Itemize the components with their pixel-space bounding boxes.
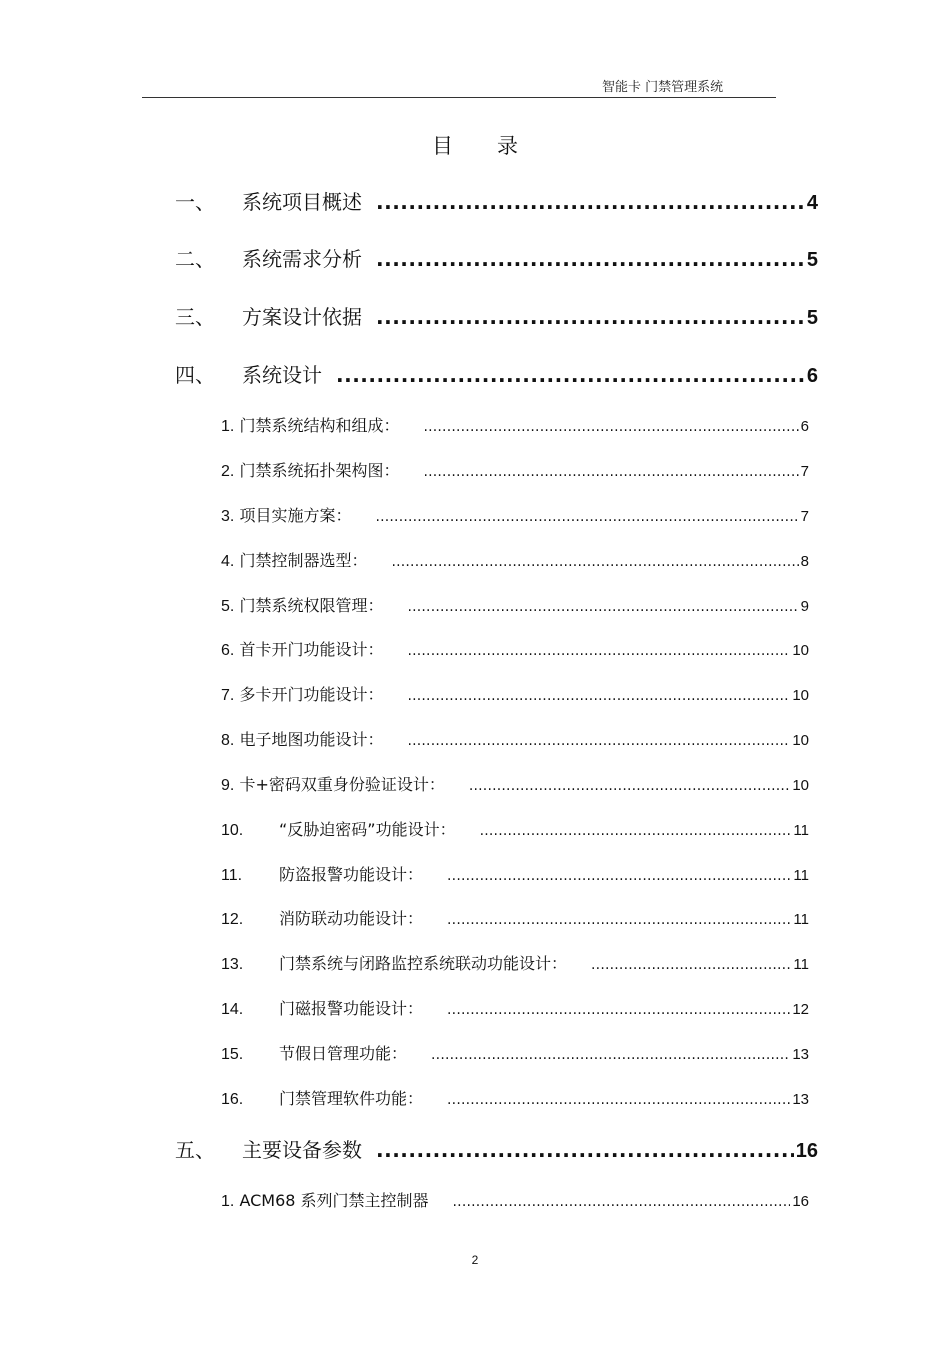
dot-leader	[447, 868, 791, 884]
toc-entry-label: 消防联动功能设计：	[279, 909, 424, 928]
toc-entry-section-4-2[interactable]	[221, 458, 809, 481]
toc-entry-label: 多卡开门功能设计：	[239, 685, 384, 704]
toc-entry-page: 10	[792, 642, 809, 659]
toc-entry-page: 11	[793, 867, 809, 884]
dot-leader	[591, 957, 791, 973]
toc-entry-number: 四、	[175, 363, 215, 387]
toc-entry-page: 12	[792, 1001, 809, 1018]
dot-leader	[469, 778, 790, 794]
toc-entry-number: 11.	[221, 867, 243, 884]
toc-entry-page: 13	[792, 1046, 809, 1063]
toc-entry-page: 5	[806, 307, 818, 329]
toc-entry-page: 8	[800, 553, 809, 570]
toc-entry-number: 二、	[175, 247, 215, 271]
toc-entry-number: 16.	[221, 1091, 244, 1108]
toc-entry-page: 5	[806, 249, 818, 271]
dot-leader	[391, 554, 798, 570]
toc-entry-label: ACM68 系列门禁主控制器	[239, 1191, 429, 1210]
toc-entry-number: 1.	[221, 1193, 235, 1210]
dot-leader	[407, 643, 790, 659]
toc-entry-label: 卡+密码双重身份验证设计：	[239, 775, 445, 794]
toc-entry-label: 门禁控制器选型：	[239, 551, 368, 570]
toc-entry-label: “反胁迫密码”功能设计：	[279, 820, 456, 839]
toc-entry-label: 门禁系统权限管理：	[239, 596, 384, 615]
toc-entry-page: 10	[792, 777, 809, 794]
toc-entry-label: 主要设备参数	[242, 1138, 362, 1162]
toc-entry-page: 16	[795, 1140, 818, 1162]
toc-entry-page: 9	[800, 598, 809, 615]
toc-entry-number: 10.	[221, 822, 244, 839]
toc-entry-section-4-4[interactable]	[221, 548, 809, 571]
page-number: 2	[471, 1253, 479, 1267]
dot-leader	[423, 464, 798, 480]
toc-entry-number: 5.	[221, 598, 235, 615]
toc-entry-section-4-7[interactable]	[221, 682, 809, 705]
dot-leader	[336, 363, 805, 387]
toc-entry-page: 13	[792, 1091, 809, 1108]
toc-entry-number: 3.	[221, 508, 235, 525]
dot-leader	[376, 247, 805, 271]
toc-entry-number: 1.	[221, 418, 235, 435]
dot-leader	[431, 1047, 790, 1063]
dot-leader	[447, 1092, 790, 1108]
toc-entry-number: 2.	[221, 463, 235, 480]
toc-entry-label: 方案设计依据	[242, 305, 362, 329]
dot-leader	[375, 509, 798, 525]
header-rule	[142, 97, 776, 98]
toc-entry-section-4-8[interactable]	[221, 727, 809, 750]
running-header: 智能卡 门禁管理系统	[602, 80, 724, 95]
toc-entry-section-4-10[interactable]	[221, 817, 809, 840]
dot-leader	[376, 305, 805, 329]
toc-entry-chapter-4[interactable]	[175, 359, 818, 388]
toc-entry-number: 14.	[221, 1001, 244, 1018]
toc-entry-number: 6.	[221, 642, 235, 659]
dot-leader	[423, 419, 798, 435]
toc-entry-page: 10	[792, 687, 809, 704]
toc-entry-number: 7.	[221, 687, 235, 704]
toc-entry-label: 门禁系统结构和组成：	[239, 416, 400, 435]
dot-leader	[480, 823, 792, 839]
toc-entry-number: 12.	[221, 911, 244, 928]
toc-entry-page: 11	[793, 911, 809, 928]
toc-entry-page: 7	[800, 508, 809, 525]
toc-entry-number: 4.	[221, 553, 235, 570]
toc-entry-page: 11	[793, 822, 809, 839]
toc-entry-label: 防盗报警功能设计：	[279, 865, 424, 884]
toc-entry-label: 系统设计	[242, 363, 322, 387]
toc-entry-number: 一、	[175, 190, 215, 214]
toc-entry-section-4-3[interactable]	[221, 503, 809, 526]
dot-leader	[447, 1002, 790, 1018]
toc-entry-label: 系统需求分析	[242, 247, 362, 271]
dot-leader	[407, 688, 790, 704]
toc-entry-number: 15.	[221, 1046, 244, 1063]
toc-entry-page: 4	[806, 192, 818, 214]
toc-entry-chapter-2[interactable]	[175, 243, 818, 272]
toc-entry-label: 首卡开门功能设计：	[239, 640, 384, 659]
toc-entry-section-4-5[interactable]	[221, 593, 809, 616]
dot-leader	[376, 190, 805, 214]
dot-leader	[453, 1194, 791, 1210]
toc-entry-number: 8.	[221, 732, 235, 749]
toc-entry-section-4-11[interactable]	[221, 862, 809, 885]
toc-entry-section-4-15[interactable]	[221, 1041, 809, 1064]
toc-entry-section-4-16[interactable]	[221, 1086, 809, 1109]
toc-entry-label: 节假日管理功能：	[279, 1044, 408, 1063]
toc-entry-page: 11	[793, 956, 809, 973]
toc-entry-label: 电子地图功能设计：	[239, 730, 384, 749]
toc-entry-section-4-12[interactable]	[221, 906, 809, 929]
toc-entry-number: 13.	[221, 956, 244, 973]
toc-entry-section-4-14[interactable]	[221, 996, 809, 1019]
toc-entry-label: 门禁系统拓扑架构图：	[239, 461, 400, 480]
toc-entry-label: 门磁报警功能设计：	[279, 999, 424, 1018]
toc-entry-page: 10	[792, 732, 809, 749]
dot-leader	[407, 733, 790, 749]
toc-entry-label: 系统项目概述	[242, 190, 362, 214]
toc-entry-page: 6	[806, 365, 818, 387]
toc-entry-section-4-13[interactable]	[221, 951, 809, 974]
toc-entry-chapter-5[interactable]	[175, 1134, 818, 1163]
dot-leader	[407, 599, 798, 615]
toc-entry-section-4-9[interactable]	[221, 772, 809, 795]
toc-entry-chapter-3[interactable]	[175, 301, 818, 330]
toc-entry-section-4-1[interactable]	[221, 413, 809, 436]
toc-entry-label: 项目实施方案：	[239, 506, 352, 525]
toc-entry-number: 三、	[175, 305, 215, 329]
toc-entry-section-4-6[interactable]	[221, 637, 809, 660]
toc-entry-page: 7	[800, 463, 809, 480]
toc-entry-number: 9.	[221, 777, 235, 794]
toc-entry-label: 门禁系统与闭路监控系统联动功能设计：	[279, 954, 568, 973]
toc-entry-chapter-1[interactable]	[175, 186, 818, 215]
dot-leader	[376, 1138, 794, 1162]
toc-entry-label: 门禁管理软件功能：	[279, 1089, 424, 1108]
dot-leader	[447, 912, 791, 928]
toc-title: 目录	[432, 134, 562, 158]
toc-entry-page: 16	[792, 1193, 809, 1210]
toc-entry-number: 五、	[175, 1138, 215, 1162]
toc-entry-section-5-1[interactable]	[221, 1188, 809, 1211]
toc-entry-page: 6	[800, 418, 809, 435]
